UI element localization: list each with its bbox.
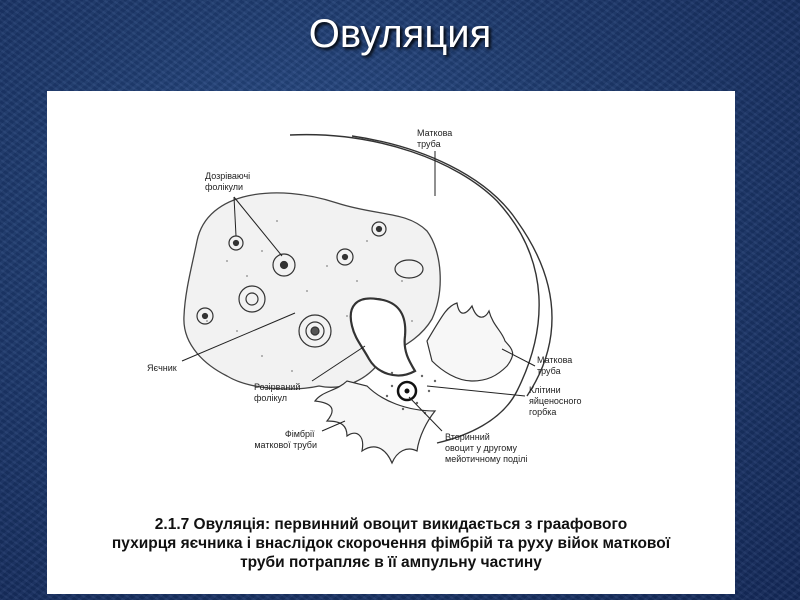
label-tube-right: Маткова труба — [537, 355, 573, 376]
label-ruptured-follicle: Розірваний фолікул — [254, 382, 301, 403]
label-fimbriae: Фімбрії маткової труби — [254, 429, 317, 450]
caption-line-3: труби потрапляє в її ампульну частину — [240, 554, 542, 571]
slide-title: Овуляция — [308, 12, 492, 56]
fimbriae-left — [315, 381, 435, 463]
label-maturing-follicles: Дозріваючі фолікули — [205, 171, 251, 192]
label-cumulus-cells: Клітини яйценосного горбка — [529, 385, 582, 417]
figure-caption — [47, 515, 735, 572]
ovulation-diagram — [47, 91, 735, 511]
caption-line-2: пухирця яєчника і внаслідок скорочення фімбрій та руху війок маткової — [111, 535, 671, 552]
label-ovary: Яєчник — [147, 363, 177, 373]
figure-panel — [47, 91, 735, 594]
caption-line-1: 2.1.7 Овуляція: первинний овоцит викидається з граафового — [154, 516, 628, 533]
label-tube-top: Маткова труба — [417, 128, 453, 149]
fimbriae-right — [427, 303, 513, 381]
label-secondary-oocyte: Вторинний овоцит у другому мейотичному поділі — [445, 432, 528, 464]
